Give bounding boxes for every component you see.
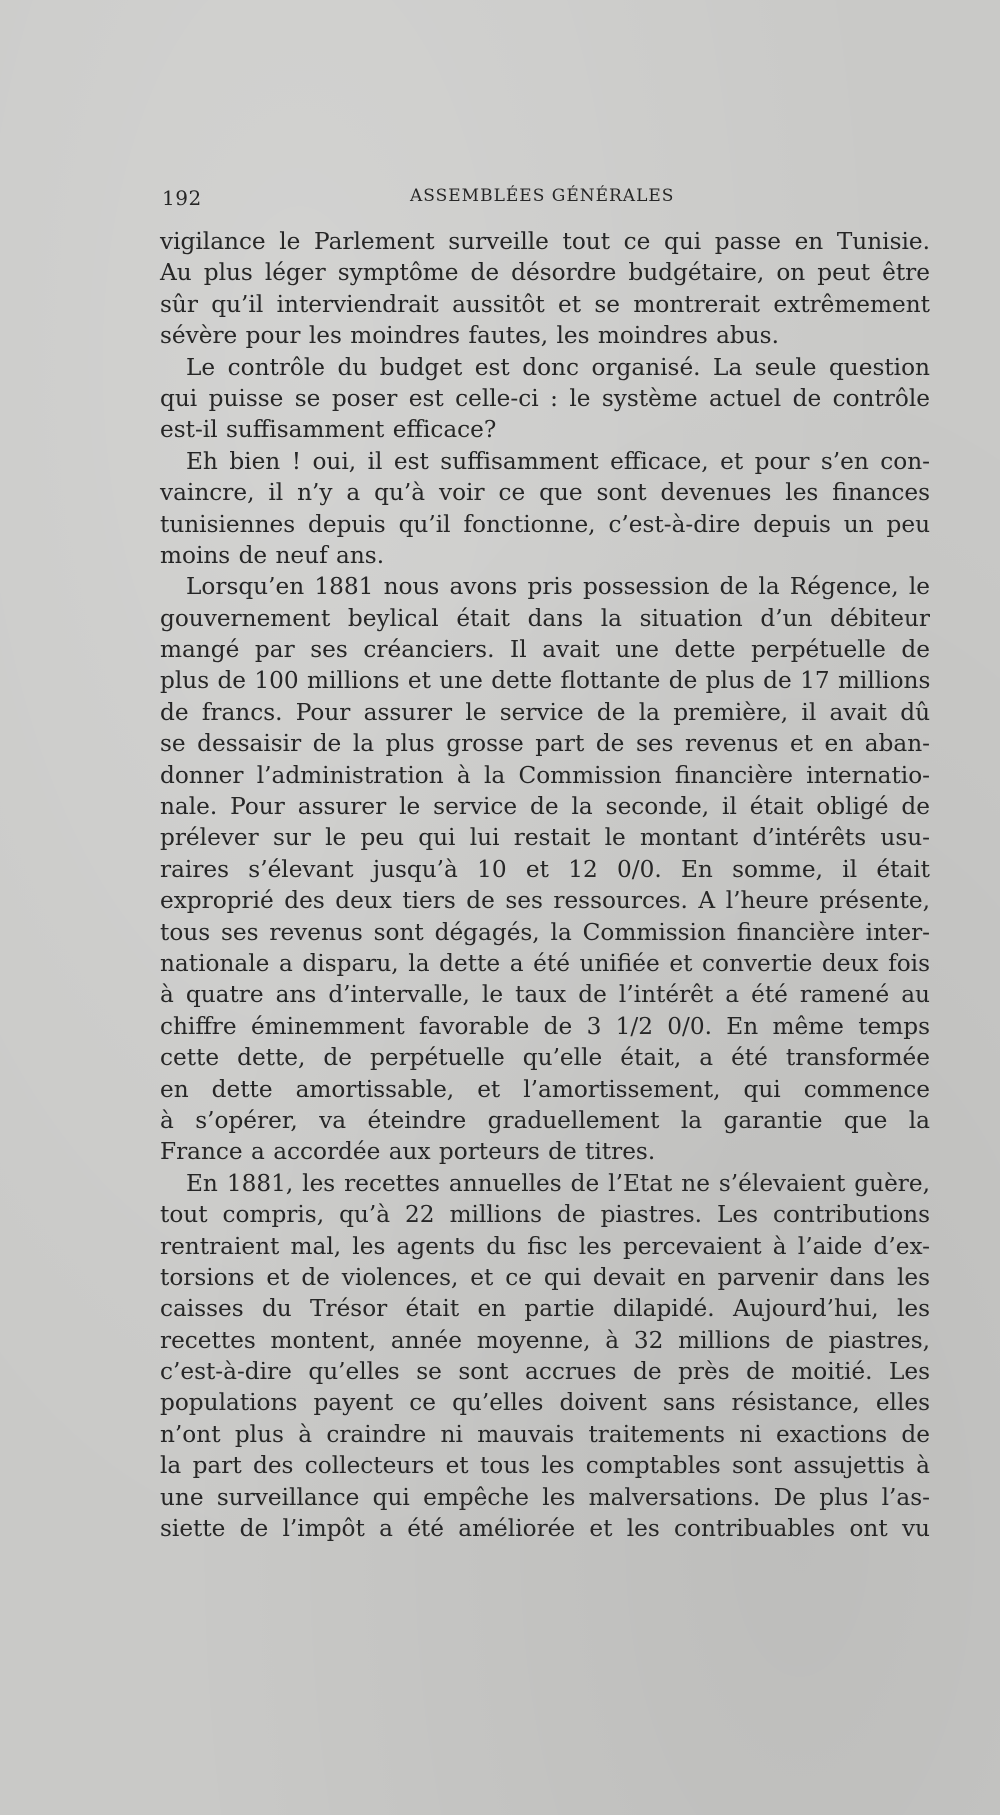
text-line: se dessaisir de la plus grosse part de ses revenus et en aban-	[160, 730, 930, 758]
text-line: tous ses revenus sont dégagés, la Commission financière inter-	[160, 918, 930, 946]
text-line: nationale a disparu, la dette a été unifiée et convertie deux fois	[160, 949, 930, 977]
text-line: Lorsqu’en 1881 nous avons pris possession de la Régence, le	[186, 573, 930, 601]
text-line: populations payent ce qu’elles doivent sans résistance, elles	[160, 1389, 930, 1417]
header-title: ASSEMBLÉES GÉNÉRALES	[410, 186, 675, 206]
text-line: vigilance le Parlement surveille tout ce qui passe en Tunisie.	[160, 228, 930, 255]
text-line: gouvernement beylical était dans la situation d’un débiteur	[160, 604, 930, 632]
text-line: raires s’élevant jusqu’à 10 et 12 0/0. En somme, il était	[160, 855, 930, 883]
text-line: chiffre éminemment favorable de 3 1/2 0/0. En même temps	[160, 1012, 930, 1040]
text-line: moins de neuf ans.	[160, 541, 385, 569]
text-line: caisses du Trésor était en partie dilapidé. Aujourd’hui, les	[160, 1295, 930, 1323]
text-line: siette de l’impôt a été améliorée et les contribuables ont vu	[160, 1515, 930, 1543]
text-line: qui puisse se poser est celle-ci : le système actuel de contrôle	[160, 384, 930, 412]
text-line: Au plus léger symptôme de désordre budgétaire, on peut être	[160, 259, 930, 287]
text-line: à quatre ans d’intervalle, le taux de l’intérêt a été ramené au	[160, 981, 930, 1009]
text-line: tout compris, qu’à 22 millions de piastres. Les contributions	[160, 1201, 930, 1229]
text-line: est-il suffisamment efficace?	[160, 416, 497, 444]
text-line: tunisiennes depuis qu’il fonctionne, c’est-à-dire depuis un peu	[160, 510, 930, 538]
page-number: 192	[162, 186, 202, 210]
text-line: n’ont plus à craindre ni mauvais traitements ni exactions de	[160, 1420, 930, 1448]
text-line: plus de 100 millions et une dette flottante de plus de 17 millions	[160, 667, 931, 695]
running-head	[162, 186, 932, 216]
text-line: rentraient mal, les agents du fisc les percevaient à l’aide d’ex-	[160, 1232, 930, 1260]
body-text	[160, 226, 930, 1544]
text-line: sûr qu’il interviendrait aussitôt et se montrerait extrêmement	[160, 290, 930, 318]
text-line: exproprié des deux tiers de ses ressources. A l’heure présente,	[160, 887, 930, 915]
text-line: Eh bien ! oui, il est suffisamment efficace, et pour s’en con-	[186, 447, 930, 475]
text-line: la part des collecteurs et tous les comptables sont assujettis à	[160, 1452, 930, 1480]
text-line: une surveillance qui empêche les malversations. De plus l’as-	[160, 1483, 930, 1511]
text-line: mangé par ses créanciers. Il avait une dette perpétuelle de	[160, 636, 930, 664]
text-line: cette dette, de perpétuelle qu’elle était, a été transformée	[160, 1044, 930, 1072]
text-line: nale. Pour assurer le service de la seconde, il était obligé de	[160, 793, 930, 821]
text-line: vaincre, il n’y a qu’à voir ce que sont devenues les finances	[160, 479, 930, 507]
text-line: en dette amortissable, et l’amortissement, qui commence	[160, 1075, 930, 1103]
text-line: torsions et de violences, et ce qui devait en parvenir dans les	[160, 1263, 930, 1291]
text-line: donner l’administration à la Commission financière internatio-	[160, 761, 930, 789]
text-line: prélever sur le peu qui lui restait le montant d’intérêts usu-	[160, 824, 930, 852]
text-line: c’est-à-dire qu’elles se sont accrues de près de moitié. Les	[160, 1358, 930, 1386]
text-line: En 1881, les recettes annuelles de l’Etat ne s’élevaient guère,	[186, 1169, 930, 1197]
text-line: à s’opérer, va éteindre graduellement la garantie que la	[160, 1106, 930, 1134]
text-line: recettes montent, année moyenne, à 32 millions de piastres,	[160, 1326, 930, 1354]
text-line: sévère pour les moindres fautes, les moindres abus.	[160, 322, 779, 350]
text-line: France a accordée aux porteurs de titres.	[160, 1138, 656, 1166]
text-line: de francs. Pour assurer le service de la première, il avait dû	[160, 698, 930, 726]
text-line: Le contrôle du budget est donc organisé. La seule question	[186, 353, 930, 381]
